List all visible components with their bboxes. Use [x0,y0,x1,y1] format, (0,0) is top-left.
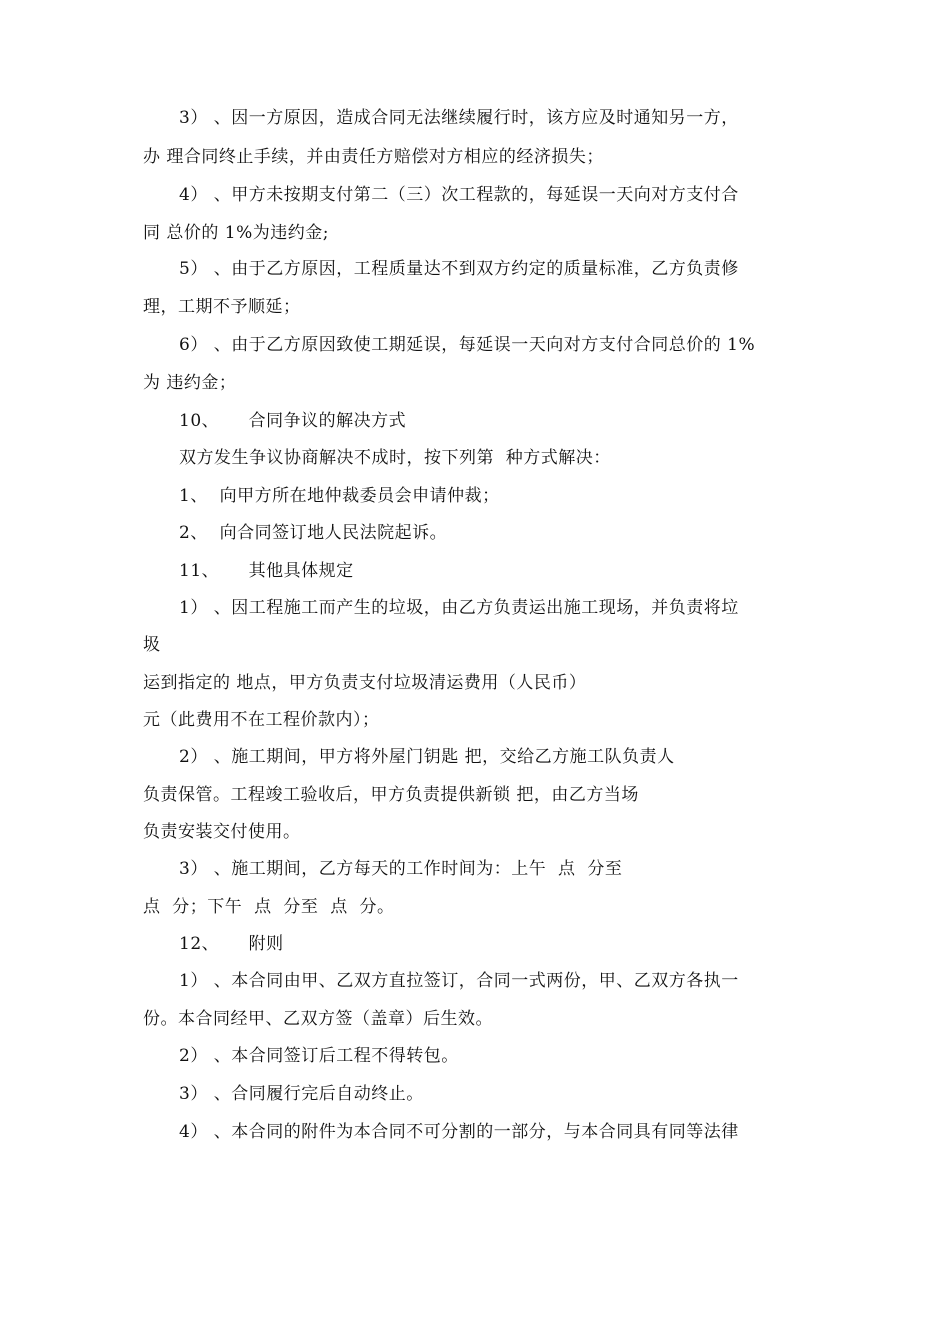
dispute-option-2: 2、 向合同签订地人民法院起诉。 [179,523,448,543]
section-heading-10: 10、 合同争议的解决方式 [179,411,407,431]
clause-line-6-2: 为 违约金； [143,373,237,393]
rule-line-1-1: 1） 、因工程施工而产生的垃圾，由乙方负责运出施工现场，并负责将垃 [179,598,739,618]
dispute-intro: 双方发生争议协商解决不成时，按下列第 种方式解决： [179,448,611,468]
rule-line-1-4: 元（此费用不在工程价款内）； [143,710,380,730]
clause-line-3-2: 办 理合同终止手续，并由责任方赔偿对方相应的经济损失； [143,147,604,167]
rule-line-2-3: 负责安装交付使用。 [143,822,301,842]
appendix-line-1-2: 份。本合同经甲、乙双方签（盖章）后生效。 [143,1009,493,1029]
dispute-option-1: 1、 向甲方所在地仲裁委员会申请仲裁； [179,486,500,506]
appendix-line-2: 2） 、本合同签订后工程不得转包。 [179,1046,459,1066]
appendix-line-4: 4） 、本合同的附件为本合同不可分割的一部分，与本合同具有同等法律 [179,1122,739,1142]
rule-line-2-1: 2） 、施工期间，甲方将外屋门钥匙 把，交给乙方施工队负责人 [179,747,675,767]
clause-line-5-2: 理，工期不予顺延； [143,297,301,317]
appendix-line-1-1: 1） 、本合同由甲、乙双方直拉签订，合同一式两份，甲、乙双方各执一 [179,971,739,991]
clause-line-4-2: 同 总价的 1%为违约金; [143,223,330,243]
rule-line-2-2: 负责保管。工程竣工验收后，甲方负责提供新锁 把，由乙方当场 [143,785,639,805]
rule-line-1-2: 圾 [143,635,161,655]
section-heading-12: 12、 附则 [179,934,284,954]
clause-line-6-1: 6） 、由于乙方原因致使工期延误，每延误一天向对方支付合同总价的 1% [179,335,756,355]
clause-line-4-1: 4） 、甲方未按期支付第二（三）次工程款的，每延误一天向对方支付合 [179,185,739,205]
clause-line-3-1: 3） 、因一方原因，造成合同无法继续履行时，该方应及时通知另一方， [179,108,739,128]
appendix-line-3: 3） 、合同履行完后自动终止。 [179,1084,424,1104]
rule-line-3-1: 3） 、施工期间，乙方每天的工作时间为：上午 点 分至 [179,859,623,879]
rule-line-1-3: 运到指定的 地点，甲方负责支付垃圾清运费用（人民币） [143,673,587,693]
clause-line-5-1: 5） 、由于乙方原因，工程质量达不到双方约定的质量标准，乙方负责修 [179,259,739,279]
section-heading-11: 11、 其他具体规定 [179,561,354,581]
rule-line-3-2: 点 分；下午 点 分至 点 分。 [143,897,395,917]
